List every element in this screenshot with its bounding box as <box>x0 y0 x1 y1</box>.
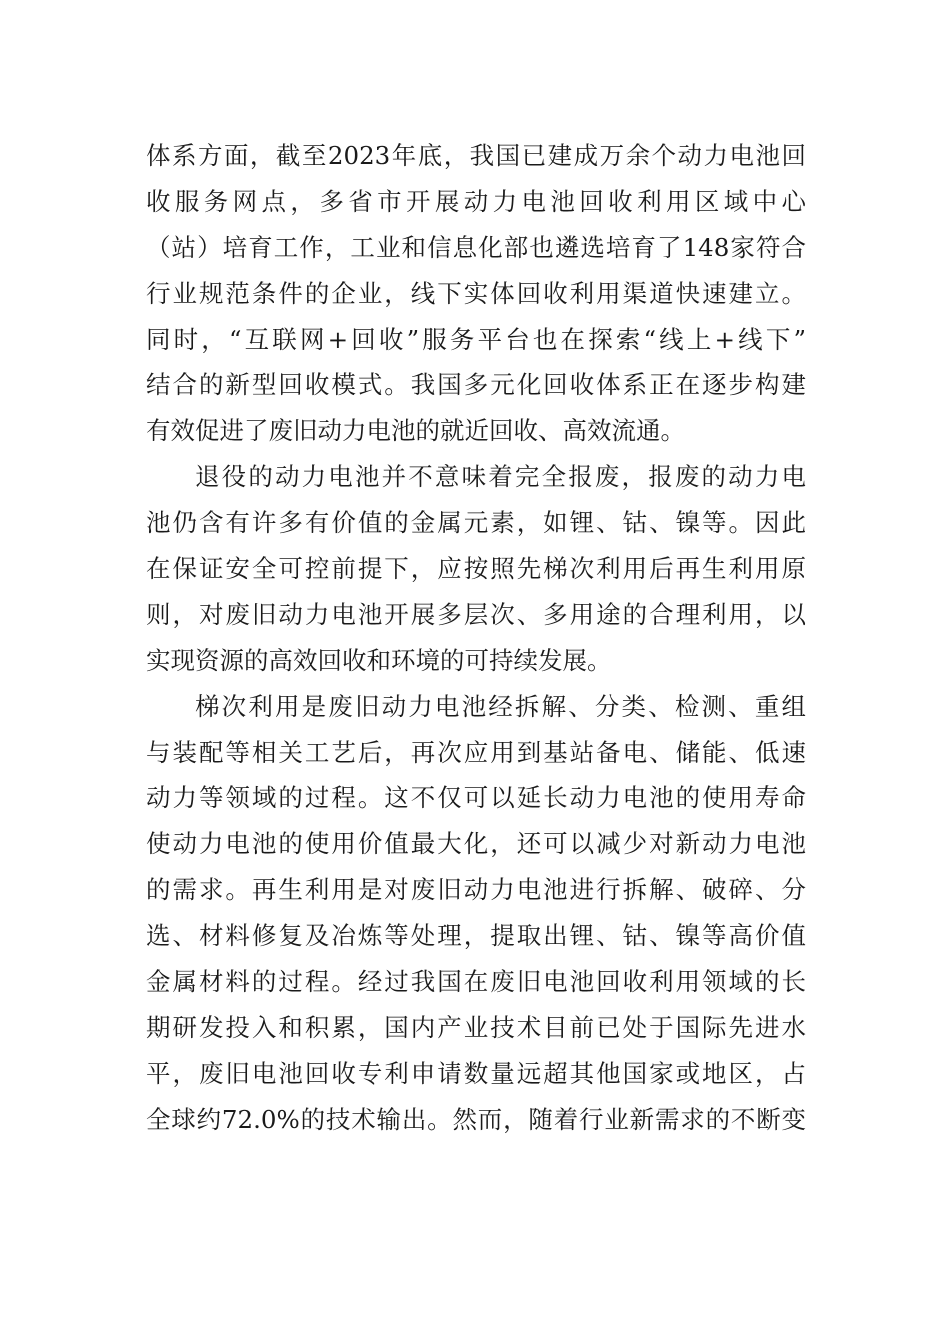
text-line: 金属材料的过程。经过我国在废旧电池回收利用领域的长 <box>146 967 806 997</box>
body-text <box>146 133 806 1143</box>
text-line: 结合的新型回收模式。我国多元化回收体系正在逐步构建 <box>146 370 806 400</box>
text-line: 梯次利用是废旧动力电池经拆解、分类、检测、重组 <box>195 691 806 721</box>
text-line: 行业规范条件的企业，线下实体回收利用渠道快速建立。 <box>146 278 806 308</box>
paragraph-recycling-system <box>146 133 806 454</box>
text-line: 退役的动力电池并不意味着完全报废，报废的动力电 <box>195 462 806 492</box>
text-line: 全球约72.0%的技术输出。然而，随着行业新需求的不断变 <box>146 1104 806 1134</box>
text-line: 选、材料修复及冶炼等处理，提取出锂、钴、镍等高价值 <box>146 921 806 951</box>
text-line: 期研发投入和积累，国内产业技术目前已处于国际先进水 <box>146 1012 806 1042</box>
text-line: 平，废旧电池回收专利申请数量远超其他国家或地区，占 <box>146 1058 806 1088</box>
paragraph-cascade-utilization <box>146 684 806 1143</box>
text-line: 与装配等相关工艺后，再次应用到基站备电、储能、低速 <box>146 737 806 767</box>
paragraph-retired-batteries <box>146 454 806 683</box>
text-line: 则，对废旧动力电池开展多层次、多用途的合理利用，以 <box>146 599 806 629</box>
text-line: 体系方面，截至2023年底，我国已建成万余个动力电池回 <box>146 141 806 170</box>
text-line: 池仍含有许多有价值的金属元素，如锂、钴、镍等。因此 <box>146 508 806 538</box>
text-line: 的需求。再生利用是对废旧动力电池进行拆解、破碎、分 <box>146 875 806 905</box>
text-line: 使动力电池的使用价值最大化，还可以减少对新动力电池 <box>146 829 806 859</box>
text-line: 动力等领域的过程。这不仅可以延长动力电池的使用寿命 <box>146 783 806 813</box>
text-line: 实现资源的高效回收和环境的可持续发展。 <box>146 645 612 675</box>
text-line: 收服务网点，多省市开展动力电池回收利用区域中心 <box>146 186 806 216</box>
text-line: 有效促进了废旧动力电池的就近回收、高效流通。 <box>146 416 685 446</box>
text-line: （站）培育工作，工业和信息化部也遴选培育了148家符合 <box>146 232 806 262</box>
text-line: 同时，“互联网+回收”服务平台也在探索“线上+线下” <box>146 324 806 354</box>
text-line: 在保证安全可控前提下，应按照先梯次利用后再生利用原 <box>146 554 806 584</box>
